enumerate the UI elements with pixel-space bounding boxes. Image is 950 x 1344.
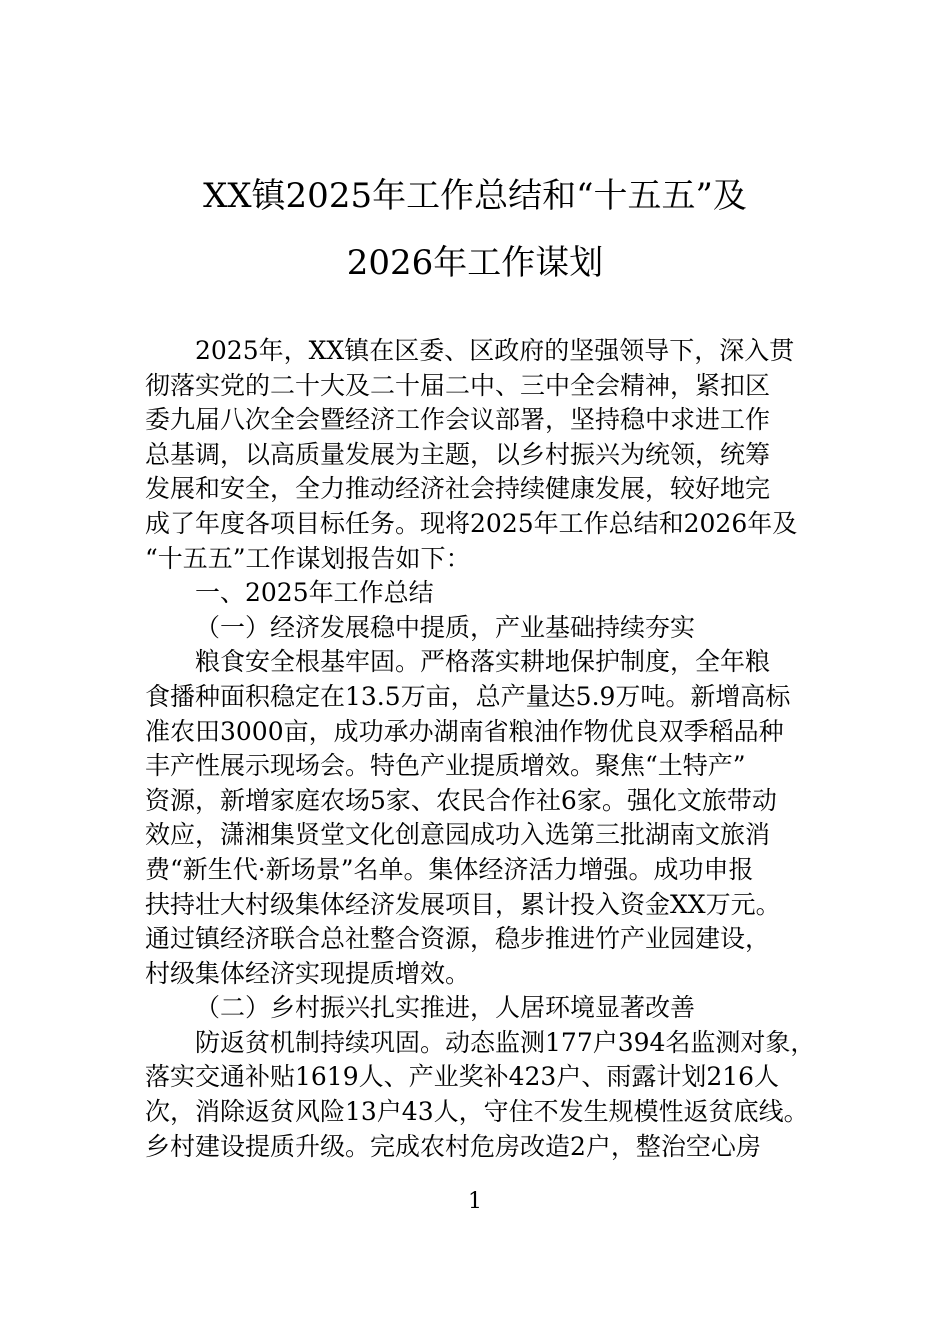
- paragraph-intro-line: 发展和安全，全力推动经济社会持续健康发展，较好地完: [145, 474, 771, 504]
- paragraph-intro-line: 成了年度各项目标任务。现将2025年工作总结和2026年及: [145, 508, 798, 538]
- paragraph-economy-line: 效应，潇湘集贤堂文化创意园成功入选第三批湖南文旅消: [145, 820, 771, 850]
- paragraph-intro-line: 彻落实党的二十大及二十届二中、三中全会精神，紧扣区: [145, 370, 771, 400]
- paragraph-economy-line: 资源，新增家庭农场5家、农民合作社6家。强化文旅带动: [145, 785, 777, 815]
- paragraph-economy-line: 扶持壮大村级集体经济发展项目，累计投入资金XX万元。: [145, 889, 781, 919]
- paragraph-intro-line: 委九届八次全会暨经济工作会议部署，坚持稳中求进工作: [145, 405, 771, 435]
- paragraph-economy-line: 费“新生代·新场景”名单。集体经济活力增强。成功申报: [145, 854, 754, 884]
- page-number: 1: [468, 1189, 482, 1214]
- paragraph-economy-line: 通过镇经济联合总社整合资源，稳步推进竹产业园建设，: [145, 924, 771, 954]
- paragraph-rural-line: 防返贫机制持续巩固。动态监测177户394名监测对象，: [195, 1027, 816, 1057]
- paragraph-intro-line: 2025年，XX镇在区委、区政府的坚强领导下，深入贯: [195, 336, 795, 365]
- paragraph-intro-line: “十五五”工作谋划报告如下：: [145, 543, 471, 573]
- paragraph-economy-line: 食播种面积稳定在13.5万亩，总产量达5.9万吨。新增高标: [145, 681, 791, 711]
- paragraph-economy-line: 丰产性展示现场会。特色产业提质增效。聚焦“土特产”: [145, 751, 746, 781]
- paragraph-rural-line: 落实交通补贴1619人、产业奖补423户、雨露计划216人: [145, 1062, 780, 1092]
- paragraph-economy-line: 粮食安全根基牢固。严格落实耕地保护制度，全年粮: [195, 647, 771, 677]
- subsection-heading: （一）经济发展稳中提质，产业基础持续夯实: [195, 612, 696, 642]
- paragraph-rural-line: 次，消除返贫风险13户43人，守住不发生规模性返贫底线。: [145, 1097, 809, 1127]
- subsection-heading: （二）乡村振兴扎实推进，人居环境显著改善: [195, 993, 696, 1023]
- section-heading: 一、2025年工作总结: [195, 578, 434, 608]
- document-title-line-2: 2026年工作谋划: [346, 243, 604, 283]
- paragraph-economy-line: 准农田3000亩，成功承办湖南省粮油作物优良双季稻品种: [145, 716, 784, 746]
- paragraph-rural-line: 乡村建设提质升级。完成农村危房改造2户，整治空心房: [145, 1131, 761, 1161]
- paragraph-intro-line: 总基调，以高质量发展为主题，以乡村振兴为统领，统筹: [145, 439, 771, 469]
- paragraph-economy-line: 村级集体经济实现提质增效。: [145, 958, 471, 988]
- document-body: [145, 334, 845, 1164]
- document-title-line-1: XX镇2025年工作总结和“十五五”及: [203, 176, 747, 216]
